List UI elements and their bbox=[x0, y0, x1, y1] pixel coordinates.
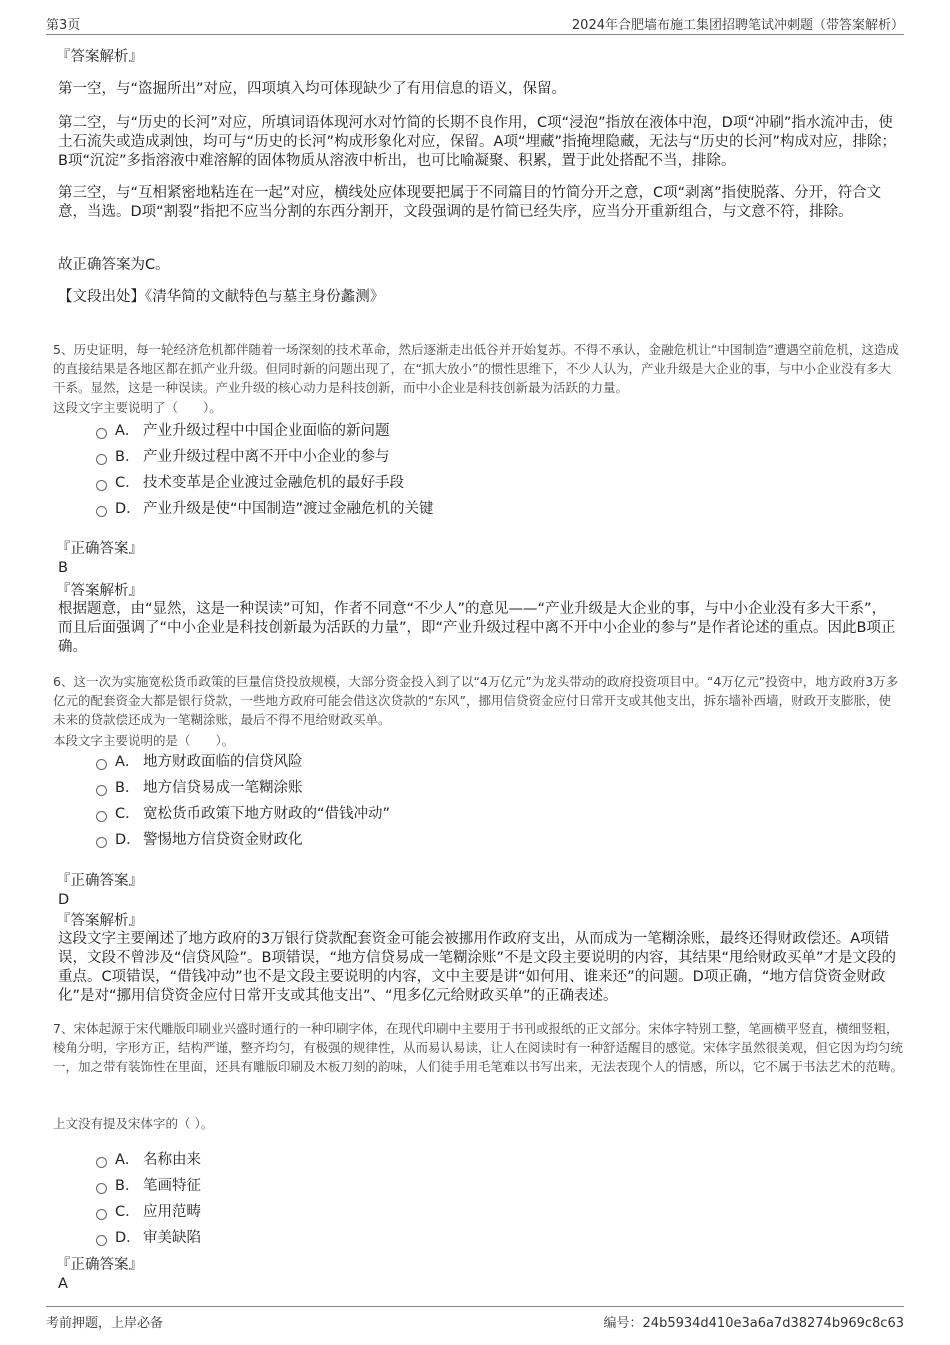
analysis-label: 『答案解析』 bbox=[56, 49, 143, 65]
correct-answer: A bbox=[58, 1276, 68, 1292]
radio-icon[interactable] bbox=[96, 480, 107, 491]
question-5-option-d[interactable]: D． 产业升级是使“中国制造”渡过金融危机的关键 bbox=[96, 499, 434, 519]
source-citation: 【文段出处】《清华简的文献特色与墓主身份蠡测》 bbox=[58, 289, 385, 305]
analysis-paragraph: 第二空，与“历史的长河”对应，所填词语体现河水对竹简的长期不良作用，C项“浸泡”指放在液体中泡，D项“冲刷”指水流冲击，使土石流失或造成剥蚀，均可与“历史的长河”构成形象化对应，保留。A项“埋藏”指掩埋隐藏，无法与“历史的长河”构成对应，排除；B项“沉淀”多指溶液中难溶解的固体物质从溶液中析出，也可比喻凝聚、积累，置于此处搭配不当，排除。 bbox=[58, 115, 896, 169]
question-7-prompt: 上文没有提及宋体字的（ ）。 bbox=[53, 1116, 214, 1131]
question-5-text: 5、历史证明，每一轮经济危机都伴随着一场深刻的技术革命，然后逐渐走出低谷并开始复苏。不得不承认，金融危机让“中国制造”遭遇空前危机，这造成的直接结果是各地区都在抓产业升级。但同时新的问题出现了，在“抓大放小”的惯性思维下，不少人认为，产业升级是大企业的事，与中小企业没有多大干系。显然，这是一种误读。产业升级的核心动力是科技创新，而中小企业是科技创新最为活跃的力量。 bbox=[53, 342, 899, 395]
page-footer bbox=[46, 1306, 904, 1329]
question-7-option-c[interactable]: C． 应用范畴 bbox=[96, 1202, 201, 1222]
question-6-option-a[interactable]: A． 地方财政面临的信贷风险 bbox=[96, 752, 303, 772]
question-5-option-c[interactable]: C． 技术变革是企业渡过金融危机的最好手段 bbox=[96, 473, 404, 493]
analysis-paragraph: 第一空，与“盗掘所出”对应，四项填入均可体现缺少了有用信息的语义，保留。 bbox=[58, 81, 567, 97]
question-6-prompt: 本段文字主要说明的是（ ）。 bbox=[53, 733, 235, 748]
question-5-option-a[interactable]: A． 产业升级过程中中国企业面临的新问题 bbox=[96, 421, 390, 441]
document-id: 编号：24b5934d410e3a6a7d38274b969c8c63 bbox=[603, 1316, 904, 1331]
correct-answer: D bbox=[58, 892, 70, 908]
question-5-analysis: 根据题意，由“显然，这是一种误读”可知，作者不同意“不少人”的意见——“产业升级是大企业的事，与中小企业没有多大干系”，而且后面强调了“中小企业是科技创新最为活跃的力量”，即“产业升级过程中离不开中小企业的参与”是作者论述的重点。因此B项正确。 bbox=[58, 601, 896, 655]
question-7-option-d[interactable]: D． 审美缺陷 bbox=[96, 1228, 201, 1248]
question-5-prompt: 这段文字主要说明了（ ）。 bbox=[53, 400, 222, 415]
question-6-option-b[interactable]: B． 地方信贷易成一笔糊涂账 bbox=[96, 778, 303, 798]
correct-answer: B bbox=[58, 560, 68, 576]
page-number: 第3页 bbox=[46, 18, 81, 33]
radio-icon[interactable] bbox=[96, 811, 107, 822]
question-6-analysis: 这段文字主要阐述了地方政府的3万银行贷款配套资金可能会被挪用作政府支出，从而成为一笔糊涂账，最终还得财政偿还。A项错误，文段不曾涉及“信贷风险”。B项错误，“地方信贷易成一笔糊涂账”不是文段主要说明的内容，其结果“甩给财政买单”才是文段的重点。C项错误，“借钱冲动”也不是文段主要说明的内容，文中主要是讲“如何用、谁来还”的问题。D项正确，“地方信贷资金财政化”是对“挪用信贷资金应付日常开支或其他支出”、“甩多亿元给财政买单”的正确表述。 bbox=[58, 931, 897, 1004]
radio-icon[interactable] bbox=[96, 785, 107, 796]
radio-icon[interactable] bbox=[96, 1183, 107, 1194]
radio-icon[interactable] bbox=[96, 837, 107, 848]
correct-answer-label: 『正确答案』 bbox=[56, 1257, 143, 1273]
correct-answer-label: 『正确答案』 bbox=[56, 541, 143, 557]
page-header bbox=[46, 12, 904, 35]
question-6-text: 6、这一次为实施宽松货币政策的巨量信贷投放规模，大部分资金投入到了以“4万亿元”为龙头带动的政府投资项目中。“4万亿元”投资中，地方政府3万多亿元的配套资金大都是银行贷款，一些地方政府可能会借这次贷款的“东风”，挪用信贷资金应付日常开支或其他支出，拆东墙补西墙，财政开支膨胀，使未来的贷款偿还成为一笔糊涂账，最后不得不甩给财政买单。 bbox=[53, 674, 899, 727]
analysis-label: 『答案解析』 bbox=[56, 913, 143, 929]
correct-answer-label: 『正确答案』 bbox=[56, 873, 143, 889]
radio-icon[interactable] bbox=[96, 1209, 107, 1220]
question-5-option-b[interactable]: B． 产业升级过程中离不开中小企业的参与 bbox=[96, 447, 390, 467]
question-7-text: 7、宋体起源于宋代雕版印刷业兴盛时通行的一种印刷字体，在现代印刷中主要用于书刊或报纸的正文部分。宋体字特别工整，笔画横平竖直，横细竖粗，棱角分明，字形方正，结构严谨，整齐均匀，有极强的规律性，从而易认易读，让人在阅读时有一种舒适醒目的感觉。宋体字虽然很美观，但它因为均匀统一，加之带有装饰性在里面，还具有雕版印刷及木板刀刻的韵味，人们徒手用毛笔难以书写出来，无法表现个人的情感，所以，它不属于书法艺术的范畴。 bbox=[53, 1021, 904, 1074]
document-title: 2024年合肥墙布施工集团招聘笔试冲刺题（带答案解析） bbox=[571, 18, 904, 33]
analysis-label: 『答案解析』 bbox=[56, 583, 143, 599]
footer-slogan: 考前押题，上岸必备 bbox=[46, 1316, 164, 1331]
radio-icon[interactable] bbox=[96, 759, 107, 770]
question-6-option-d[interactable]: D． 警惕地方信贷资金财政化 bbox=[96, 830, 303, 850]
radio-icon[interactable] bbox=[96, 428, 107, 439]
analysis-paragraph: 第三空，与“互相紧密地粘连在一起”对应，横线处应体现要把属于不同篇目的竹简分开之意，C项“剥离”指使脱落、分开，符合文意，当选。D项“割裂”指把不应当分割的东西分割开，文段强调的是竹简已经失序，应当分开重新组合，与文意不符，排除。 bbox=[58, 185, 882, 220]
radio-icon[interactable] bbox=[96, 454, 107, 465]
radio-icon[interactable] bbox=[96, 1235, 107, 1246]
analysis-conclusion: 故正确答案为C。 bbox=[58, 257, 170, 273]
radio-icon[interactable] bbox=[96, 1157, 107, 1168]
question-7-option-a[interactable]: A． 名称由来 bbox=[96, 1150, 201, 1170]
radio-icon[interactable] bbox=[96, 506, 107, 517]
question-6-option-c[interactable]: C． 宽松货币政策下地方财政的“借钱冲动” bbox=[96, 804, 390, 824]
question-7-option-b[interactable]: B． 笔画特征 bbox=[96, 1176, 201, 1196]
